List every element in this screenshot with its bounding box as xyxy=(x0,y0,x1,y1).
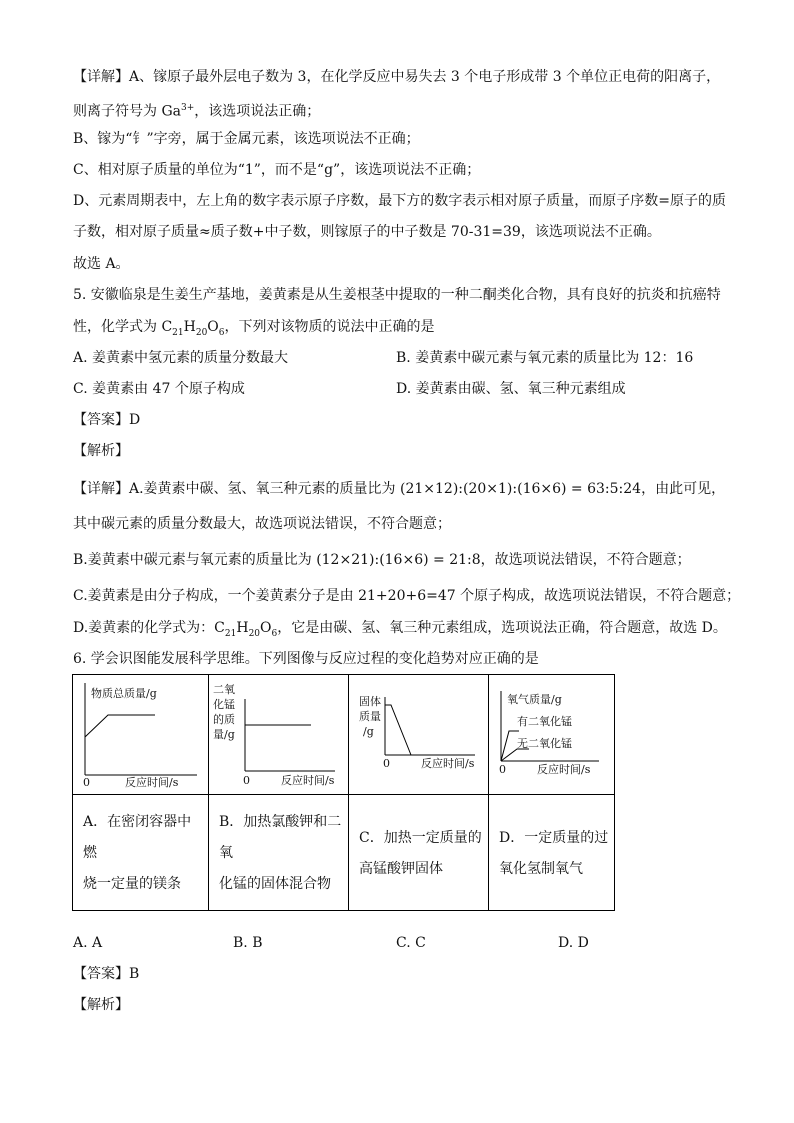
superscript: 3+ xyxy=(180,103,195,113)
q6-option-a: A. A xyxy=(73,935,103,951)
subscript: 6 xyxy=(218,327,225,338)
text-span: D.姜黄素的化学式为：C xyxy=(73,620,225,636)
q5-detail-4: C.姜黄素是由分子构成，一个姜黄素分子是由 21+20+6=47 个原子构成，故选项说法错误，不符合题意； xyxy=(73,588,741,604)
cell-b-line-2: 化锰的固体混合物 xyxy=(219,876,331,892)
graph-d-cell xyxy=(489,675,615,795)
q6-option-b: B. B xyxy=(233,935,263,951)
x-label: 反应时间/s xyxy=(537,763,591,776)
cell-b xyxy=(209,795,349,911)
cell-d xyxy=(489,795,615,911)
cell-c-line-2: 高锰酸钾固体 xyxy=(359,860,443,877)
subscript: 6 xyxy=(271,628,278,639)
y-label: 物质总质量/g xyxy=(91,687,157,700)
graph-b xyxy=(209,675,348,790)
detail-line-6: 子数，相对原子质量≈质子数+中子数，则镓原子的中子数是 70-31=39，该选项说法不正确。 xyxy=(73,224,661,240)
detail-line-5: D、元素周期表中，左上角的数字表示原子序数，最下方的数字表示相对原子质量，而原子序数=原子的质 xyxy=(73,193,726,209)
q5-option-c: C. 姜黄素由 47 个原子构成 xyxy=(73,381,245,397)
x-label: 反应时间/s xyxy=(421,757,475,770)
q5-detail-1: 【详解】A.姜黄素中碳、氢、氧三种元素的质量比为 (21×12):(20×1):(16×6) = 63:5:24，由此可见， xyxy=(73,481,726,497)
graph-c xyxy=(349,675,488,790)
text-span: H xyxy=(236,620,249,636)
legend-without-mno2: 无二氧化锰 xyxy=(517,737,572,750)
y-label-2: 质量 xyxy=(359,710,381,723)
q5-detail-5 xyxy=(73,618,727,644)
legend-with-mno2: 有二氧化锰 xyxy=(517,715,572,728)
text-span: ，该选项说法正确； xyxy=(194,103,321,120)
text-span: ，它是由碳、氢、氧三种元素组成，选项说法正确，符合题意，故选 D。 xyxy=(277,620,727,636)
y-label-3: 的质 xyxy=(213,713,235,726)
text-span: O xyxy=(207,319,219,335)
y-label-4: 量/g xyxy=(213,728,235,741)
curve xyxy=(385,705,411,755)
subscript: 20 xyxy=(195,327,208,338)
graph-a xyxy=(73,675,208,790)
cell-b-line-1: B．加热氯酸钾和二氧 xyxy=(219,814,342,861)
q5-stem-2 xyxy=(73,317,435,343)
cell-d-line-1: D．一定质量的过 xyxy=(499,829,609,846)
cell-a-line-1: A．在密闭容器中燃 xyxy=(83,814,192,861)
y-label-2: 化锰 xyxy=(213,698,235,711)
curve-without-mno2 xyxy=(501,749,529,761)
graph-c-cell xyxy=(349,675,489,795)
y-label-3: /g xyxy=(363,725,374,738)
cell-a xyxy=(73,795,209,911)
text-span: 则离子符号为 Ga xyxy=(73,103,181,120)
q5-option-a: A. 姜黄素中氢元素的质量分数最大 xyxy=(73,350,289,366)
y-label-1: 二氧 xyxy=(213,683,235,696)
q6-table xyxy=(72,674,615,911)
q6-answer: 【答案】B xyxy=(73,966,140,982)
cell-c-line-1: C．加热一定质量的 xyxy=(359,829,482,846)
origin-label: 0 xyxy=(243,774,250,787)
graph-a-cell xyxy=(73,675,209,795)
y-label: 氧气质量/g xyxy=(507,693,562,706)
cell-d-line-2: 氧化氢制氧气 xyxy=(499,860,583,877)
text-span: O xyxy=(260,620,272,636)
text-span: 性，化学式为 C xyxy=(73,319,173,335)
q5-answer: 【答案】D xyxy=(73,412,141,428)
cell-c xyxy=(349,795,489,911)
curve xyxy=(85,715,155,737)
q5-detail-2: 其中碳元素的质量分数最大，故选项说法错误，不符合题意； xyxy=(73,516,451,532)
x-label: 反应时间/s xyxy=(125,776,179,789)
origin-label: 0 xyxy=(383,757,390,770)
graph-b-cell xyxy=(209,675,349,795)
detail-line-7: 故选 A。 xyxy=(73,256,130,272)
x-label: 反应时间/s xyxy=(281,774,335,787)
detail-line-2 xyxy=(73,98,320,122)
origin-label: 0 xyxy=(499,763,506,776)
q5-option-d: D. 姜黄素由碳、氢、氧三种元素组成 xyxy=(396,381,626,397)
graph-d xyxy=(489,675,608,790)
subscript: 21 xyxy=(172,327,184,338)
q6-option-c: C. C xyxy=(396,935,426,951)
origin-label: 0 xyxy=(83,776,90,789)
q5-analysis-label: 【解析】 xyxy=(73,443,129,459)
y-label-1: 固体 xyxy=(359,695,381,708)
detail-line-3: B、镓为“钅”字旁，属于金属元素，该选项说法不正确； xyxy=(73,131,420,147)
q5-detail-3: B.姜黄素中碳元素与氧元素的质量比为 (12×21):(16×6) = 21:8，故选项说法错误，不符合题意； xyxy=(73,552,691,568)
q6-option-d: D. D xyxy=(558,935,589,951)
detail-line-4: C、相对原子质量的单位为“1”，而不是“g”，该选项说法不正确； xyxy=(73,162,481,178)
q6-stem: 6. 学会识图能发展科学思维。下列图像与反应过程的变化趋势对应正确的是 xyxy=(73,651,539,667)
subscript: 20 xyxy=(248,628,261,639)
text-span: H xyxy=(183,319,196,335)
cell-a-line-2: 烧一定量的镁条 xyxy=(83,876,181,892)
q6-analysis-label: 【解析】 xyxy=(73,997,129,1013)
q5-option-b: B. 姜黄素中碳元素与氧元素的质量比为 12：16 xyxy=(396,350,694,366)
subscript: 21 xyxy=(224,628,237,639)
detail-line-1: 【详解】A、镓原子最外层电子数为 3，在化学反应中易失去 3 个电子形成带 3 个单位正电荷的阳离子， xyxy=(73,69,721,85)
text-span: ，下列对该物质的说法中正确的是 xyxy=(224,319,435,335)
q5-stem-1: 5. 安徽临泉是生姜生产基地，姜黄素是从生姜根茎中提取的一种二酮类化合物，具有良好的抗炎和抗癌特 xyxy=(73,287,721,303)
